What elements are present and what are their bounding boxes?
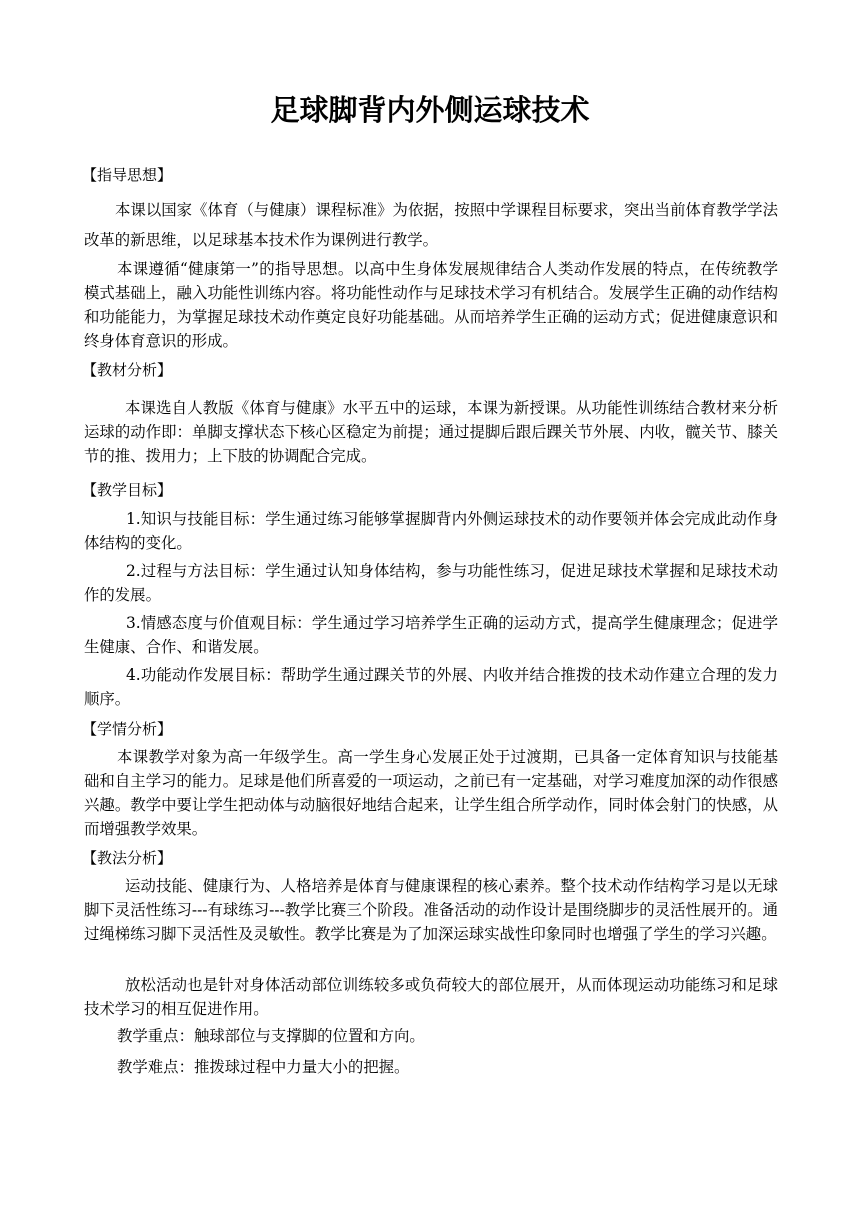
paragraph: 放松活动也是针对身体活动部位训练较多或负荷较大的部位展开，从而体现运动功能练习和足球技术学习的相互促进作用。 <box>84 976 778 1018</box>
section-heading-student-analysis: 【学情分析】 <box>82 720 173 738</box>
section-heading-guiding-ideology: 【指导思想】 <box>82 166 173 184</box>
section-heading-teaching-objectives: 【教学目标】 <box>82 481 173 499</box>
objective-item: 3.情感态度与价值观目标：学生通过学习培养学生正确的运动方式，提高学生健康理念；促进学生健康、合作、和谐发展。 <box>84 614 778 656</box>
paragraph: 本课以国家《体育（与健康）课程标准》为依据，按照中学课程目标要求，突出当前体育教学学法改革的新思维，以足球基本技术作为课例进行教学。 <box>84 201 778 249</box>
paragraph: 本课教学对象为高一年级学生。高一学生身心发展正处于过渡期，已具备一定体育知识与技能基础和自主学习的能力。足球是他们所喜爱的一项运动，之前已有一定基础，对学习难度加深的动作很感兴趣。教学中要让学生把动体与动脑很好地结合起来，让学生组合所学动作，同时体会射门的快感，从而增强教学效果。 <box>84 748 778 838</box>
section-heading-material-analysis: 【教材分析】 <box>82 361 173 379</box>
document-title: 足球脚背内外侧运球技术 <box>270 93 590 127</box>
objective-item: 2.过程与方法目标：学生通过认知身体结构，参与功能性练习，促进足球技术掌握和足球技术动作的发展。 <box>84 562 778 604</box>
objective-item: 4.功能动作发展目标：帮助学生通过踝关节的外展、内收并结合推拨的技术动作建立合理的发力顺序。 <box>84 666 778 708</box>
difficult-point: 教学难点：推拨球过程中力量大小的把握。 <box>117 1058 410 1076</box>
section-heading-teaching-method-analysis: 【教法分析】 <box>82 849 173 867</box>
paragraph: 本课选自人教版《体育与健康》水平五中的运球，本课为新授课。从功能性训练结合教材来分析运球的动作即：单脚支撑状态下核心区稳定为前提；通过提脚后跟后踝关节外展、内收，髋关节、膝关节的推、拨用力；上下肢的协调配合完成。 <box>84 399 778 465</box>
paragraph: 本课遵循“健康第一”的指导思想。以高中生身体发展规律结合人类动作发展的特点，在传统教学模式基础上，融入功能性训练内容。将功能性动作与足球技术学习有机结合。发展学生正确的动作结构和功能能力，为掌握足球技术动作奠定良好功能基础。从而培养学生正确的运动方式；促进健康意识和终身体育意识的形成。 <box>84 260 778 350</box>
objective-item: 1.知识与技能目标：学生通过练习能够掌握脚背内外侧运球技术的动作要领并体会完成此动作身体结构的变化。 <box>84 510 778 552</box>
key-point: 教学重点：触球部位与支撑脚的位置和方向。 <box>117 1027 425 1045</box>
paragraph: 运动技能、健康行为、人格培养是体育与健康课程的核心素养。整个技术动作结构学习是以无球脚下灵活性练习---有球练习---教学比赛三个阶段。准备活动的动作设计是围绕脚步的灵活性展开的。通过绳梯练习脚下灵活性及灵敏性。教学比赛是为了加深运球实战性印象同时也增强了学生的学习兴趣。 <box>84 877 778 943</box>
